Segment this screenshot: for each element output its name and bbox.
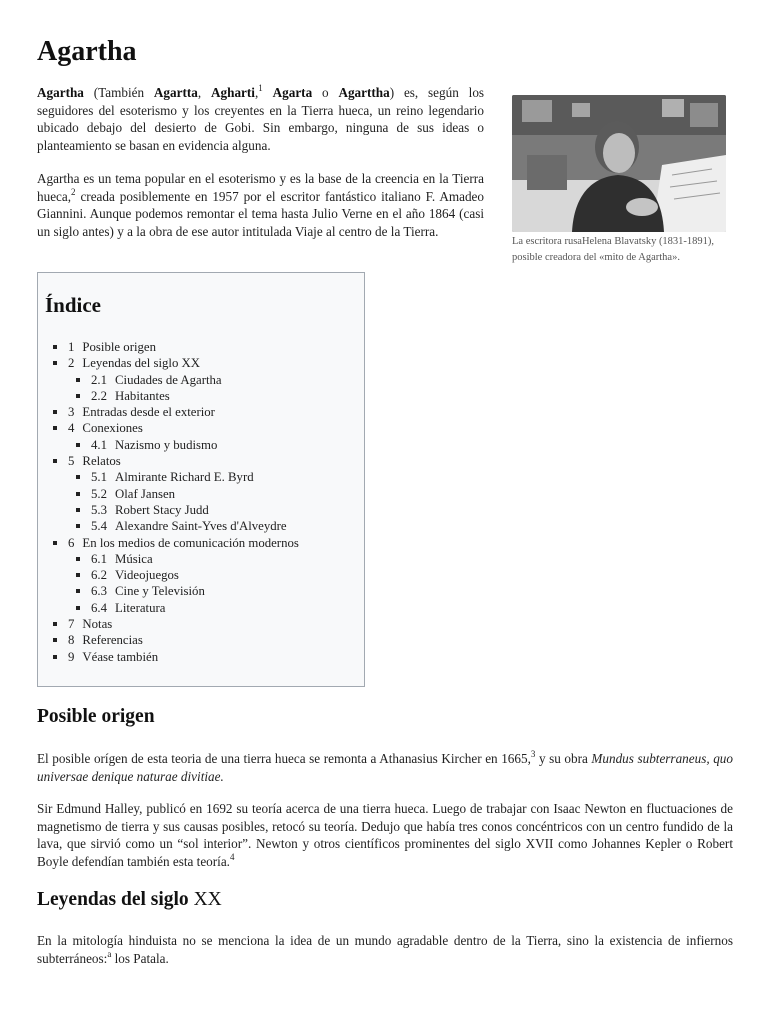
toc-item-number: 8 — [68, 633, 75, 648]
text-span: (También — [83, 85, 154, 100]
figure-caption: La escritora rusaHelena Blavatsky (1831-1891), posible creadora del «mito de Agartha». — [512, 236, 715, 263]
toc-item-number: 5.2 — [91, 486, 107, 501]
work-title: Mundus subterraneus, quo universae denique naturae divitiae. — [37, 751, 733, 784]
photo-illustration — [512, 95, 726, 232]
toc-item[interactable] — [68, 420, 299, 436]
toc-item[interactable] — [68, 535, 299, 551]
toc-item-number: 4.1 — [91, 437, 107, 452]
toc-item[interactable] — [68, 469, 299, 485]
term-agharti: Agharti — [211, 85, 255, 100]
toc-heading: Índice — [45, 293, 102, 317]
text-span: Sir Edmund Halley, publicó en 1692 su teoría acerca de una tierra hueca. Luego de trabajar con Isaac Newton en fluctuaciones de magnetismo de tierra y sus causas posibles, retocó su teoría. Dedujo que había tres conos concéntricos con un centro fundido de la lava, que sirvió como un “sol interior”. Newton y otros científicos prominentes del siglo XVII como Johannes Kepler o Robert Boyle defendían también esta teoría. — [37, 801, 733, 869]
toc-item-label[interactable]: Notas — [82, 617, 113, 632]
toc-item[interactable] — [68, 518, 299, 534]
toc-item[interactable] — [68, 453, 299, 469]
toc-item-number: 2.1 — [91, 372, 107, 387]
toc-item-number: 5 — [68, 454, 75, 469]
toc-item-label[interactable]: En los medios de comunicación modernos — [82, 535, 299, 550]
toc-item-label[interactable]: Literatura — [115, 600, 166, 615]
term-agartha: Agartha — [37, 85, 84, 100]
toc-item-label[interactable]: Cine y Televisión — [115, 584, 205, 599]
toc-item-number: 5.3 — [91, 502, 107, 517]
text-span: los Patala. — [111, 950, 169, 966]
heading-text-century: XX — [193, 889, 222, 910]
toc-item-label[interactable]: Véase también — [82, 649, 159, 664]
toc-item[interactable] — [68, 388, 299, 404]
toc-item-number: 3 — [68, 405, 75, 420]
toc-item-label[interactable]: Almirante Richard E. Byrd — [115, 470, 254, 485]
toc-item-label[interactable]: Ciudades de Agartha — [115, 372, 222, 387]
text-span: creada posiblemente en 1957 por el escritor fantástico italiano F. Amadeo Giannini. Aunque podemos remontar el tema hasta Julio Verne en el año 1864 (casi un siglo antes) y a la obra de ese autor intitulada Viaje al centro de la Tierra. — [37, 188, 484, 239]
toc-item[interactable] — [68, 583, 299, 599]
text-span: En la mitología hinduista no se menciona la idea de un mundo agradable dentro de la Tierra, sino la existencia de infiernos subterráneos: — [37, 933, 733, 966]
term-agarttha: Agarttha — [338, 85, 390, 100]
toc-item-label[interactable]: Alexandre Saint-Yves d'Alveydre — [115, 519, 287, 534]
toc-item[interactable] — [68, 486, 299, 502]
note-a[interactable]: a — [107, 948, 112, 959]
text-span — [263, 85, 273, 100]
text-span: ) es, según los seguidores del esoterismo y los creyentes en la Tierra hueca, un reino legendario ubicado debajo del desierto de Gobi. Sin embargo, ninguna de sus ideas o planteamiento se basan en evidencia alguna. — [37, 85, 485, 153]
toc-item-label[interactable]: Entradas desde el exterior — [82, 405, 215, 420]
origen-paragraph-1 — [37, 750, 733, 785]
toc-item[interactable] — [68, 600, 299, 616]
term-agarta: Agarta — [272, 85, 313, 100]
heading-text: Leyendas del siglo — [37, 889, 194, 910]
toc-item[interactable] — [68, 339, 299, 355]
reference-3[interactable]: 3 — [530, 749, 536, 759]
text-span: o — [312, 85, 339, 100]
intro-paragraph-2 — [37, 170, 484, 240]
text-span: y su obra — [535, 751, 592, 766]
toc-item-number: 6.4 — [91, 600, 107, 615]
toc-item-number: 6.1 — [91, 551, 107, 566]
toc-item[interactable] — [68, 404, 299, 420]
table-of-contents — [37, 272, 365, 687]
toc-item-number: 1 — [68, 340, 75, 354]
toc-item[interactable] — [68, 632, 299, 648]
toc-item[interactable] — [68, 567, 299, 583]
toc-item[interactable] — [68, 437, 299, 453]
figure-blavatsky — [512, 95, 727, 266]
toc-item-label[interactable]: Música — [115, 551, 153, 566]
toc-item-number: 5.4 — [91, 519, 107, 534]
reference-1[interactable]: 1 — [258, 83, 263, 93]
toc-item-label[interactable]: Posible origen — [82, 340, 156, 354]
toc-item[interactable] — [68, 551, 299, 567]
toc-item[interactable] — [68, 649, 299, 665]
toc-item[interactable] — [68, 502, 299, 518]
toc-item-number: 4 — [68, 421, 75, 436]
toc-item[interactable] — [68, 372, 299, 388]
toc-item-number: 2 — [68, 356, 75, 371]
toc-item-number: 7 — [68, 617, 75, 632]
toc-item-label[interactable]: Robert Stacy Judd — [115, 502, 209, 517]
toc-item[interactable] — [68, 616, 299, 632]
toc-item-number: 6 — [68, 535, 75, 550]
toc-item-label[interactable]: Olaf Jansen — [115, 486, 176, 501]
toc-item-label[interactable]: Conexiones — [82, 421, 143, 436]
toc-item-number: 6.3 — [91, 584, 107, 599]
toc-item-number: 5.1 — [91, 470, 107, 485]
reference-4[interactable]: 4 — [229, 851, 235, 862]
origen-paragraph-2 — [37, 800, 733, 870]
intro-paragraph-1 — [37, 84, 484, 154]
toc-item-number: 9 — [68, 649, 75, 664]
toc-item-label[interactable]: Videojuegos — [115, 568, 179, 583]
toc-item[interactable] — [68, 355, 299, 371]
toc-item-label[interactable]: Referencias — [82, 633, 143, 648]
section-heading-posible-origen: Posible origen — [37, 706, 155, 727]
toc-item-number: 6.2 — [91, 568, 107, 583]
section-heading-leyendas — [37, 887, 222, 913]
leyendas-paragraph-1 — [37, 932, 733, 967]
page-title: Agartha — [37, 36, 137, 67]
toc-item-label[interactable]: Nazismo y budismo — [115, 437, 218, 452]
term-agartta: Agartta — [153, 85, 198, 100]
toc-item-number: 2.2 — [91, 388, 107, 403]
toc-list — [68, 339, 299, 665]
blavatsky-photo[interactable] — [512, 95, 726, 232]
text-span: , — [197, 85, 211, 100]
text-span: Agartha es un tema popular en el esoterismo y es la base de la creencia en la Tierra hueca, — [37, 171, 484, 204]
text-span: , — [254, 85, 259, 100]
toc-item-label[interactable]: Habitantes — [115, 388, 170, 403]
toc-item-label[interactable]: Leyendas del siglo XX — [82, 356, 201, 371]
text-span: El posible orígen de esta teoria de una tierra hueca se remonta a Athanasius Kircher en 1665, — [37, 751, 531, 766]
toc-item-label[interactable]: Relatos — [82, 454, 121, 469]
reference-2[interactable]: 2 — [71, 186, 76, 197]
